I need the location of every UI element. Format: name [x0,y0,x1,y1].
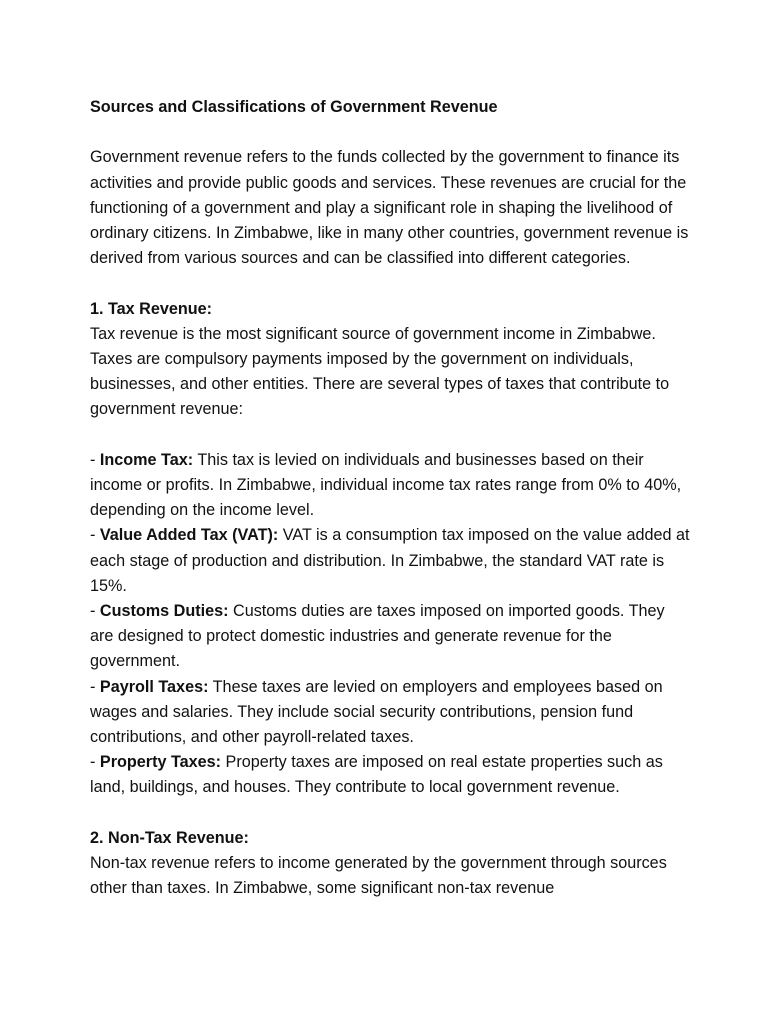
bullet-term: Customs Duties: [99,602,229,621]
bullet-term: Payroll Taxes: [99,677,209,696]
bullet-prefix: - [90,677,100,696]
spacer [90,271,690,296]
bullet-term: Property Taxes: [99,753,222,772]
bullet-term: Value Added Tax (VAT): [99,526,279,545]
bullet-text: This tax is levied on individuals and businesses based on their income or profits. In Zimbabwe, individual income tax rates range from 0% to 40%, depending on the income level. [90,450,682,520]
section-body-tax-revenue: Tax revenue is the most significant source of government income in Zimbabwe. Taxes are compulsory payments imposed by the government on individuals, businesses, and other entities. There are several types of taxes that contribute to government revenue: [90,324,670,419]
section-heading-non-tax-revenue: 2. Non-Tax Revenue: [90,828,249,847]
bullet-vat [90,523,690,599]
bullet-prefix: - [90,450,100,469]
spacer [90,423,690,448]
bullet-text: Property taxes are imposed on real estate properties such as land, buildings, and houses. They contribute to local government revenue. [90,753,663,797]
spacer [90,120,690,145]
bullet-prefix: - [90,602,100,621]
bullet-property-taxes [90,750,690,800]
document-page [90,95,690,901]
bullet-income-tax [90,448,690,524]
intro-paragraph: Government revenue refers to the funds collected by the government to finance its activities and provide public goods and services. These revenues are crucial for the functioning of a government and play a significant role in shaping the livelihood of ordinary citizens. In Zimbabwe, like in many other countries, government revenue is derived from various sources and can be classified into different categories. [90,148,689,268]
bullet-text: Customs duties are taxes imposed on imported goods. They are designed to protect domestic industries and generate revenue for the government. [90,602,665,671]
bullet-term: Income Tax: [99,450,194,469]
bullet-prefix: - [90,526,100,545]
section-body-non-tax-revenue: Non-tax revenue refers to income generated by the government through sources other than taxes. In Zimbabwe, some significant non-tax revenue [90,854,667,898]
spacer [90,801,690,826]
document-title: Sources and Classifications of Government Revenue [90,98,498,116]
bullet-prefix: - [90,753,100,772]
bullet-text: VAT is a consumption tax imposed on the value added at each stage of production and distribution. In Zimbabwe, the standard VAT rate is 15%. [90,526,690,595]
bullet-payroll-taxes [90,675,690,751]
bullet-customs-duties [90,599,690,675]
bullet-text: These taxes are levied on employers and employees based on wages and salaries. They include social security contributions, pension fund contributions, and other payroll-related taxes. [90,677,663,747]
section-heading-tax-revenue: 1. Tax Revenue: [90,299,213,318]
